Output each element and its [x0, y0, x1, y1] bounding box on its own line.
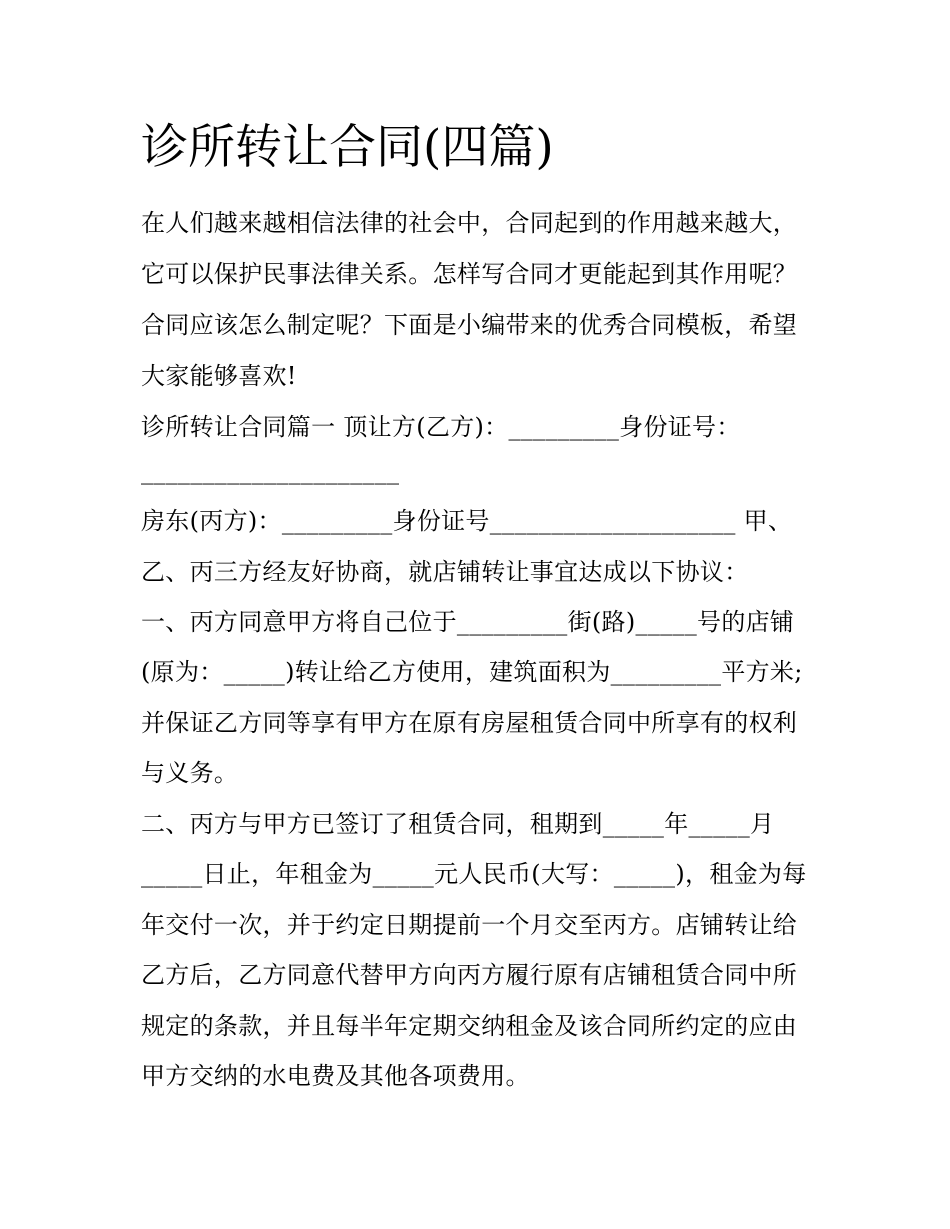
paragraph-line: 甲方交纳的水电费及其他各项费用。 [141, 1062, 530, 1090]
paragraph-line: (原为：_____)转让给乙方使用，建筑面积为_________平方米; [141, 658, 803, 686]
paragraph-line: 乙、丙三方经友好协商，就店铺转让事宜达成以下协议： [141, 558, 749, 586]
paragraph-line: 一、丙方同意甲方将自己位于_________街(路)_____号的店铺 [141, 608, 795, 636]
paragraph-line: 并保证乙方同等享有甲方在原有房屋租赁合同中所享有的权利 [141, 709, 798, 737]
document-title: 诊所转让合同(四篇) [141, 120, 554, 175]
paragraph-line: 大家能够喜欢! [141, 362, 297, 390]
paragraph-line: 在人们越来越相信法律的社会中，合同起到的作用越来越大， [141, 209, 798, 237]
paragraph-line: 规定的条款，并且每半年定期交纳租金及该合同所约定的应由 [141, 1012, 798, 1040]
paragraph-line: 房东(丙方)：_________身份证号____________________ 甲、 [141, 507, 793, 535]
paragraph-line: 合同应该怎么制定呢？下面是小编带来的优秀合同模板，希望 [141, 311, 798, 339]
paragraph-line: 与义务。 [141, 759, 239, 787]
paragraph-line: 它可以保护民事法律关系。怎样写合同才更能起到其作用呢？ [141, 260, 798, 288]
paragraph-line: 年交付一次，并于约定日期提前一个月交至丙方。店铺转让给 [141, 911, 798, 939]
paragraph-line: 二、丙方与甲方已签订了租赁合同，租期到_____年_____月 [141, 810, 775, 838]
paragraph-line: _____日止，年租金为_____元人民币(大写：_____)，租金为每 [141, 860, 807, 888]
paragraph-line: 诊所转让合同篇一 顶让方(乙方)：_________身份证号： [141, 413, 741, 441]
paragraph-line: 乙方后，乙方同意代替甲方向丙方履行原有店铺租赁合同中所 [141, 961, 798, 989]
paragraph-line: _____________________ [141, 457, 400, 485]
